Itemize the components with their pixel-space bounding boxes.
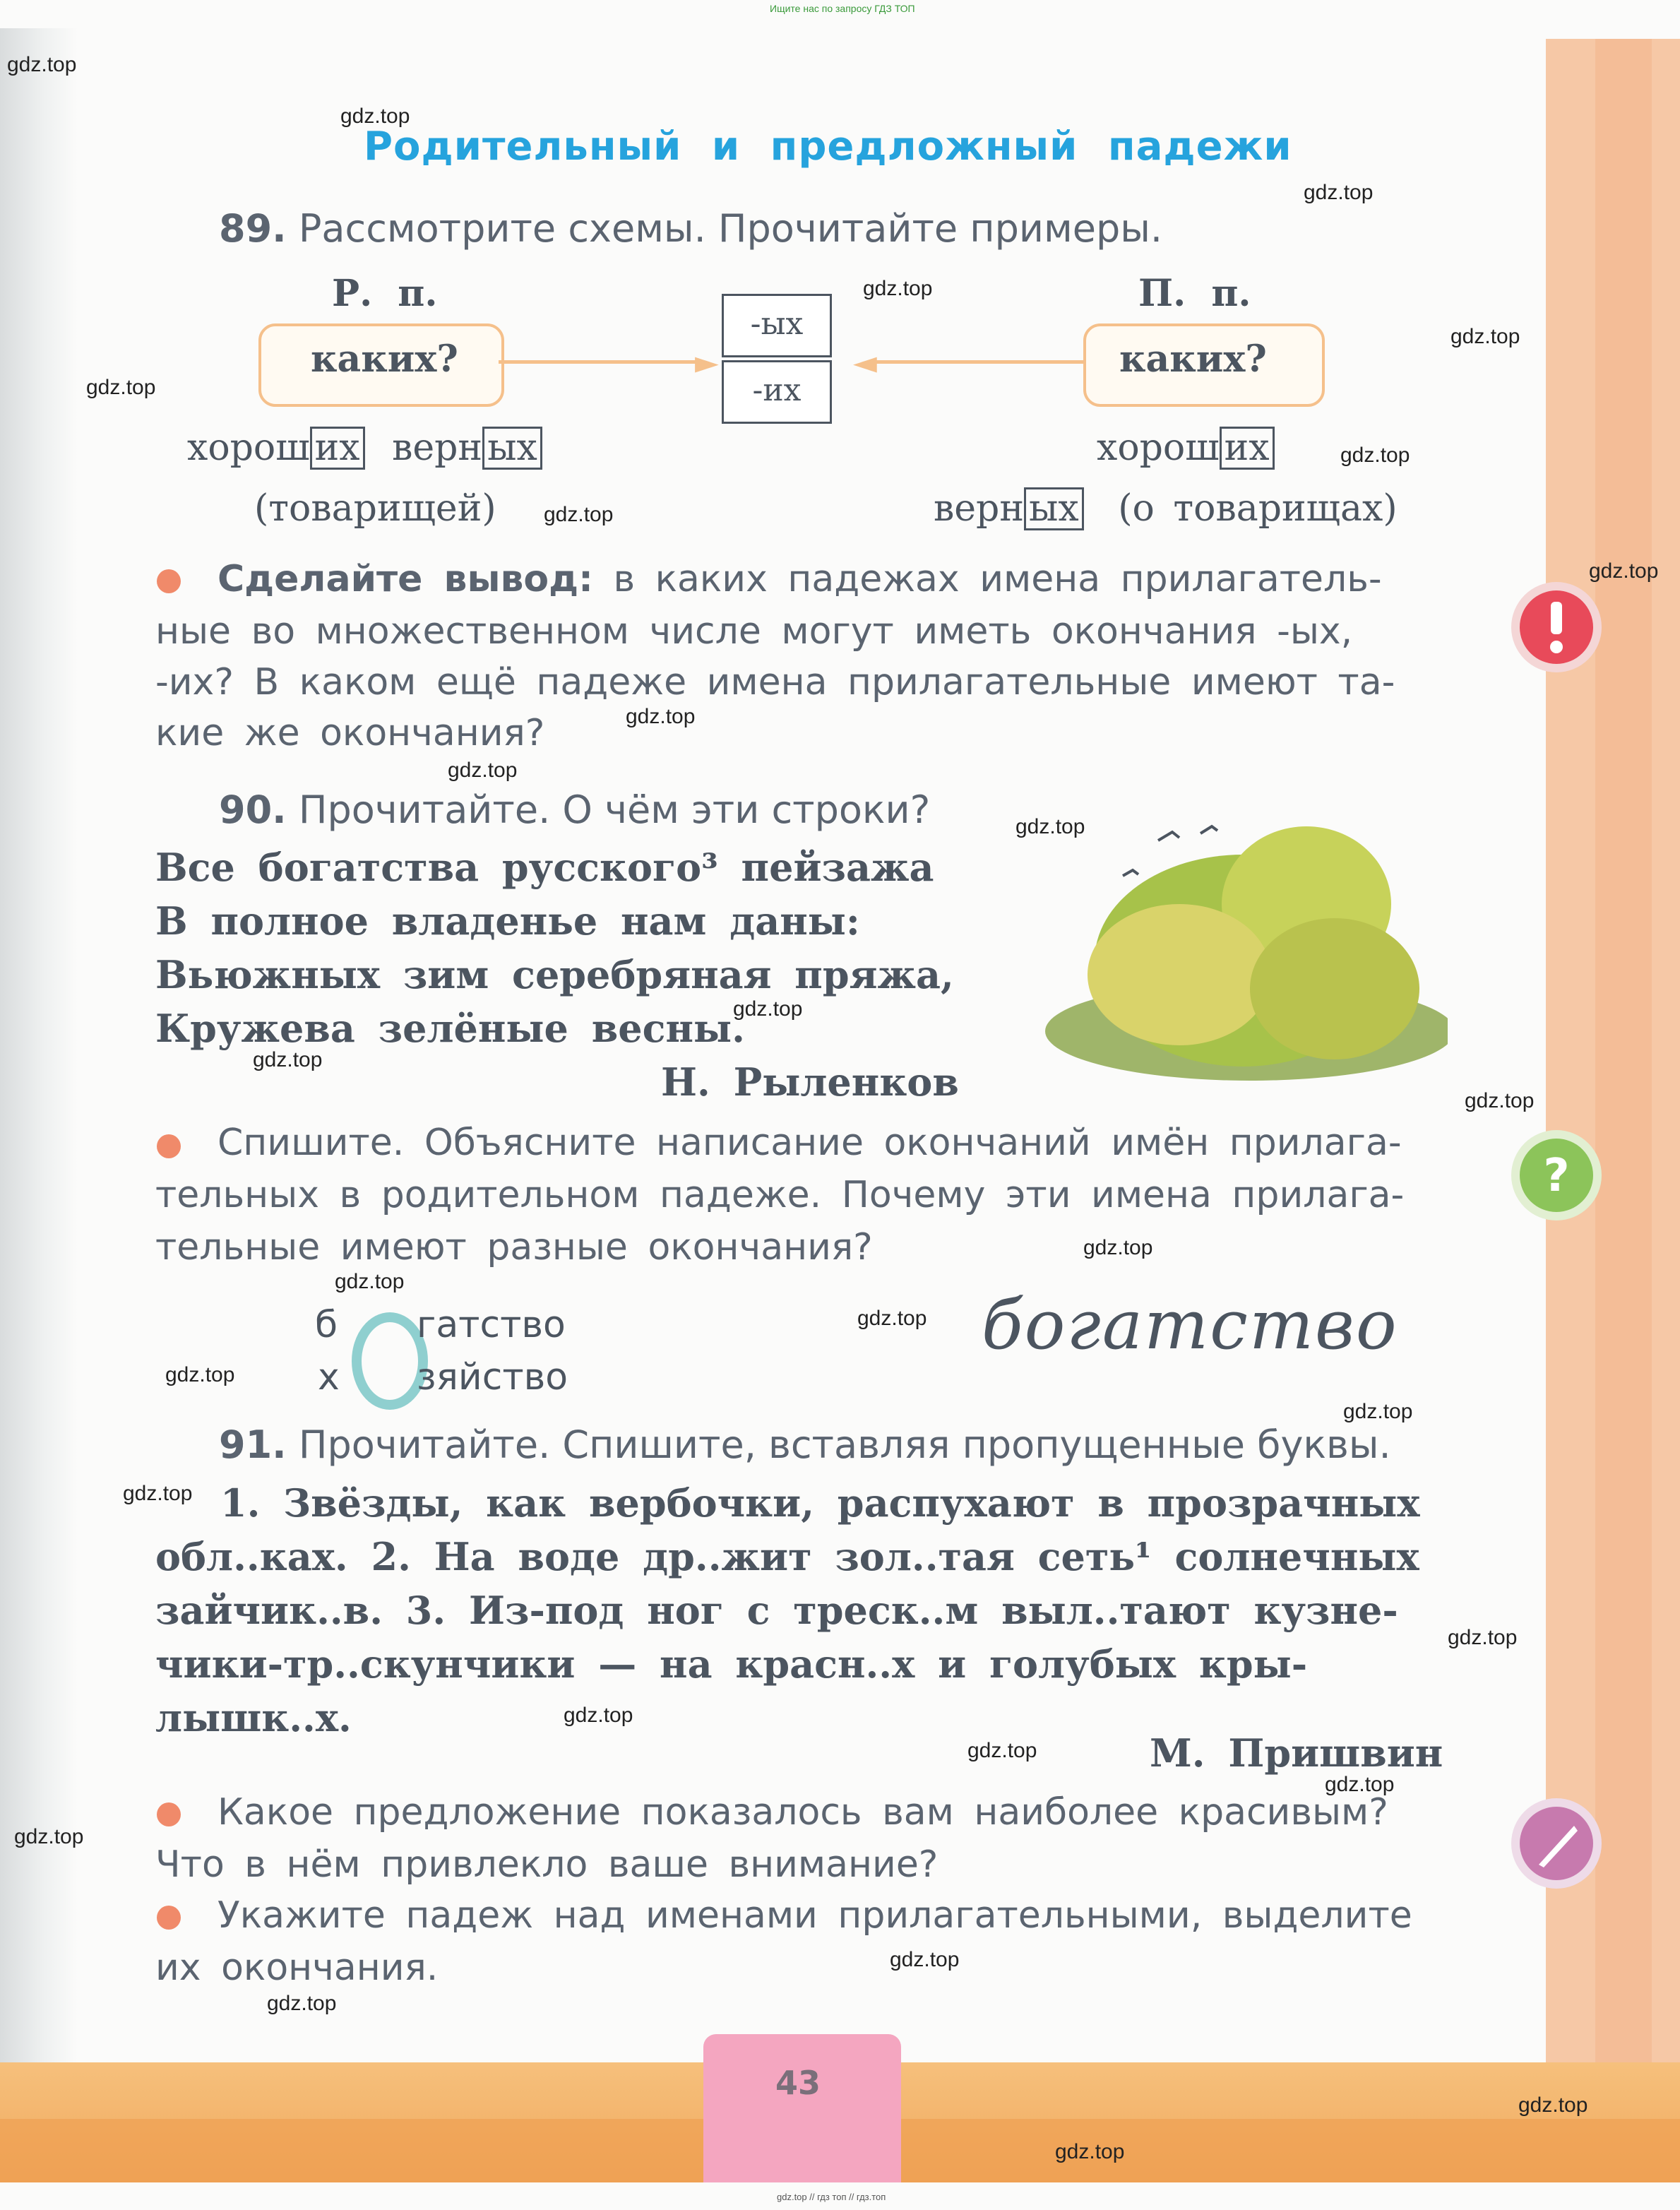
watermark: gdz.top <box>1340 444 1410 467</box>
ex90-task-line-2: тельных в родительном падеже. Почему эти имена прилага- <box>155 1174 1405 1216</box>
ex90-task-line-1: Спишите. Объясните написание окончаний имён прилага- <box>218 1122 1402 1164</box>
left-ex2-ending: ых <box>482 427 542 470</box>
watermark: gdz.top <box>335 1270 405 1293</box>
word2-before: х <box>318 1356 340 1398</box>
watermark: gdz.top <box>86 376 156 399</box>
watermark: gdz.top <box>1518 2093 1588 2117</box>
left-example-tail: (товарищей) <box>254 487 496 530</box>
right-case-label: П. п. <box>1138 272 1251 315</box>
watermark: gdz.top <box>564 1704 633 1727</box>
watermark: gdz.top <box>733 997 803 1021</box>
conclusion-bold: Сделайте вывод: <box>218 558 593 600</box>
ex89-instruction: Рассмотрите схемы. Прочитайте примеры. <box>298 206 1163 251</box>
ex90-number: 90. <box>219 788 287 832</box>
watermark: gdz.top <box>1015 815 1085 838</box>
bush-illustration <box>1038 798 1448 1095</box>
word2-after: зяйство <box>417 1356 568 1398</box>
watermark: gdz.top <box>253 1048 323 1071</box>
ending-box-ih: -их <box>722 360 832 424</box>
cursive-word: богатство <box>982 1285 1398 1365</box>
left-question: каких? <box>311 338 458 381</box>
watermark: gdz.top <box>448 759 518 782</box>
watermark: gdz.top <box>1589 559 1659 583</box>
ex91-q1-line-1: Какое предложение показалось вам наиболее красивым? <box>218 1791 1388 1834</box>
exclamation-icon <box>1507 578 1606 677</box>
ex91-instruction: Прочитайте. Спишите, вставляя пропущенные буквы. <box>298 1422 1391 1467</box>
watermark: gdz.top <box>267 1992 337 2015</box>
watermark: gdz.top <box>1304 181 1374 204</box>
watermark: gdz.top <box>1083 1236 1153 1259</box>
conclusion-line-2: ные во множественном числе могут иметь окончания -ых, <box>155 610 1353 653</box>
bottom-search-note: gdz.top // гдз топ // гдз.топ <box>777 2192 886 2202</box>
right-ex2-stem: верн <box>934 487 1024 530</box>
book-spine <box>0 28 78 2182</box>
ex90-task-line-3: тельные имеют разные окончания? <box>155 1226 873 1269</box>
left-examples <box>187 427 542 470</box>
watermark: gdz.top <box>857 1307 927 1330</box>
question-icon <box>1507 1126 1606 1225</box>
svg-text:?: ? <box>1543 1150 1570 1202</box>
left-case-label: Р. п. <box>332 272 438 315</box>
bush-right <box>1250 918 1419 1059</box>
poem-line-2: В полное владенье нам даны: <box>155 898 860 944</box>
ex91-number: 91. <box>219 1422 287 1467</box>
conclusion-line-1 <box>218 558 1382 600</box>
watermark: gdz.top <box>7 53 77 76</box>
right-ex1-stem: хорош <box>1097 427 1220 469</box>
bullet-q2 <box>157 1906 181 1930</box>
ex91-line-1: 1. Звёзды, как вербочки, распухают в прозрачных <box>220 1480 1420 1526</box>
watermark: gdz.top <box>123 1482 193 1505</box>
ex91-q1-line-2: Что в нём привлекло ваше внимание? <box>155 1843 939 1886</box>
top-search-note: Ищите нас по запросу ГДЗ ТОП <box>770 3 915 14</box>
ex91-line-4: чики-тр..скунчики — на красн..х и голубых кры- <box>155 1641 1308 1687</box>
poem-author: Н. Рыленков <box>661 1059 959 1105</box>
ex91-q2-line-1: Укажите падеж над именами прилагательными, выделите <box>218 1894 1412 1937</box>
conclusion-line-4: кие же окончания? <box>155 712 545 754</box>
watermark: gdz.top <box>544 503 614 526</box>
left-ex2-stem: верн <box>392 427 483 469</box>
conclusion-text-1: в каких падежах имена прилагатель- <box>613 558 1382 600</box>
bush-left <box>1088 904 1271 1045</box>
watermark: gdz.top <box>1055 2140 1125 2163</box>
watermark: gdz.top <box>626 705 696 728</box>
ex90-instruction: Прочитайте. О чём эти строки? <box>298 788 931 832</box>
ex91-line-5: лышк..х. <box>155 1695 352 1740</box>
watermark: gdz.top <box>14 1825 84 1848</box>
word1-after: гатство <box>417 1304 566 1346</box>
poem-line-4: Кружева зелёные весны. <box>155 1006 745 1051</box>
watermark: gdz.top <box>165 1363 235 1386</box>
right-ex1-ending: их <box>1220 427 1275 470</box>
ex91-header <box>219 1422 1391 1467</box>
ex89-number: 89. <box>219 206 287 251</box>
right-ex2-ending: ых <box>1024 487 1084 530</box>
bullet-task-90 <box>157 1134 181 1158</box>
ending-box-yh: -ых <box>722 294 832 357</box>
watermark: gdz.top <box>1448 1626 1518 1649</box>
watermark: gdz.top <box>890 1948 960 1971</box>
watermark: gdz.top <box>1465 1089 1535 1112</box>
watermark: gdz.top <box>1325 1773 1395 1796</box>
watermark: gdz.top <box>967 1739 1037 1762</box>
pen-icon <box>1507 1794 1606 1893</box>
ex90-header <box>219 788 930 832</box>
poem-line-1: Все богатства русского³ пейзажа <box>155 845 934 890</box>
right-margin-shadow <box>1595 39 1652 2179</box>
bullet-conclusion <box>157 569 181 593</box>
right-question: каких? <box>1119 338 1267 381</box>
bullet-q1 <box>157 1802 181 1826</box>
left-ex1-stem: хорош <box>187 427 310 469</box>
poem-line-3: Вьюжных зим серебряная пряжа, <box>155 952 954 997</box>
page-title: Родительный и предложный падежи <box>364 124 1292 170</box>
watermark: gdz.top <box>1450 325 1520 348</box>
left-pointing-arrow-icon: ◄ <box>853 345 877 381</box>
watermark: gdz.top <box>340 105 410 128</box>
right-example-2 <box>934 487 1398 530</box>
watermark: gdz.top <box>863 277 933 300</box>
ex91-line-2: обл..ках. 2. На воде др..жит зол..тая сеть¹ солнечных <box>155 1534 1419 1579</box>
ex91-line-3: зайчик..в. 3. Из-под ног с треск..м выл..тают кузне- <box>155 1588 1398 1633</box>
left-arrow-line <box>499 360 703 364</box>
left-ex1-ending: их <box>310 427 365 470</box>
right-pointing-arrow-icon: ► <box>695 345 719 381</box>
ex89-header <box>219 206 1162 251</box>
ex91-q2-line-2: их окончания. <box>155 1947 439 1989</box>
page-number-tab <box>703 2034 901 2182</box>
word1-before: б <box>315 1304 338 1346</box>
right-arrow-line <box>869 360 1083 364</box>
page-number: 43 <box>775 2064 821 2102</box>
right-example-tail: (о товарищах) <box>1118 487 1398 530</box>
conclusion-line-3: -их? В каком ещё падеже имена прилагательные имеют та- <box>155 661 1395 703</box>
right-example-1 <box>1097 427 1275 470</box>
watermark: gdz.top <box>1343 1400 1413 1423</box>
ex91-author: М. Пришвин <box>1150 1730 1443 1776</box>
